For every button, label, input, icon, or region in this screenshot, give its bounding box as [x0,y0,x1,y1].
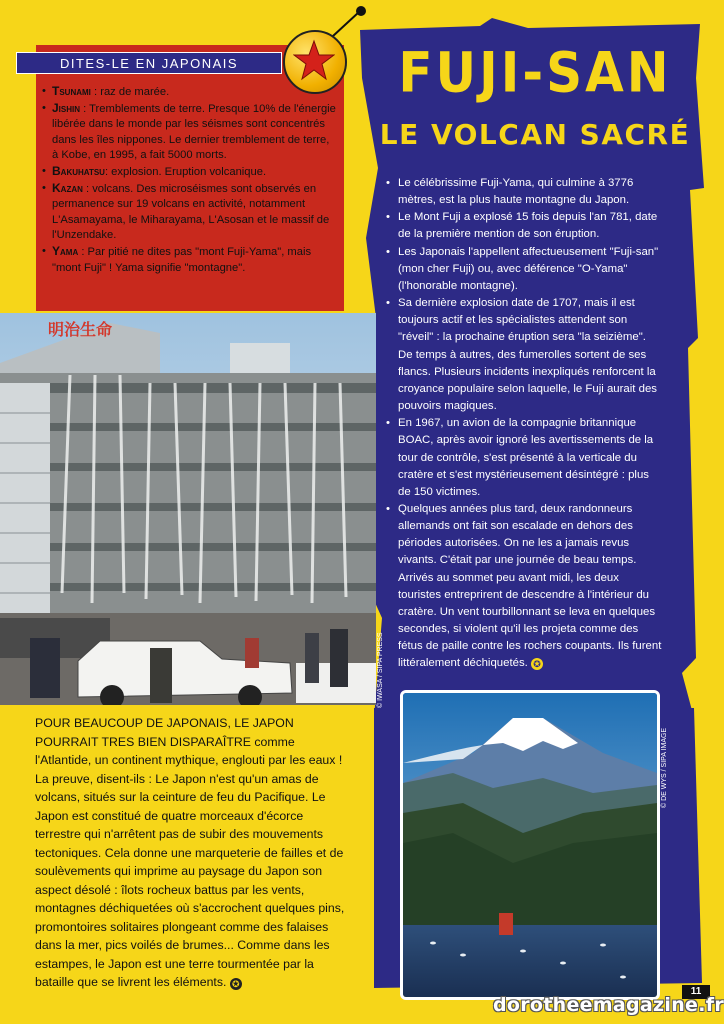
earthquake-photo [0,313,376,705]
photo-credit-text: © DE WYS / SIPA IMAGE [661,727,668,808]
lexicon-item [42,84,338,101]
lexicon-term: Jishin [52,100,81,115]
lexicon-term: Bakuhatsu [52,163,105,178]
star-circle-icon: ✪ [230,978,242,990]
photo-credit [660,700,672,810]
lexicon-definition: : raz de marée. [90,86,170,98]
photo-credit [376,600,388,710]
article-body: comme l'Atlantide, un continent mythique, englouti par les eaux ! La preuve, disent-ils : Le Japon n'est qu'un amas de volcans, situés sur la ceinture de feu du Pacifique. Le Japon est constitué de quatre morceaux d'écorce terrestre qui n'arrêtent pas de subir des mouvements tectoniques. Cela donne une marqueterie de failles et de soulèvements qui imprime au paysage du Japon son aspect désolé : îlots rocheux battus par les vents, montagnes déchiquetées où s'accrochent quelques pins, promontoires solitaires plongeant comme des falaises dans la mer, pics voilés de brumes... Comme dans les estampes, le Japon est une terre tourmentée par la bataille que se livrent les éléments. [35,734,345,989]
mount-fuji-photo [400,690,660,1000]
page-number: 11 [682,985,710,999]
page-title: FUJI-SAN [398,41,672,105]
building-sign: 明治生命 [48,320,113,339]
star-circle-icon: ✪ [531,658,543,670]
lexicon-item [42,164,338,181]
article-text [35,714,347,992]
lexicon-term: Kazan [52,180,83,195]
fact-item: • Les Japonais l'appellent affectueusement "Fuji-san" (mon cher Fuji) ou, avec déférence "O-Yama" (l'honorable montagne). [386,244,662,295]
lexicon-definition: : explosion. Eruption volcanique. [104,165,267,178]
lexicon-definition: : Par pitié ne dites pas "mont Fuji-Yama", mais "mont Fuji" ! Yama signifie "montagne". [52,245,312,274]
page-subtitle: LE VOLCAN SACRÉ [379,118,691,151]
watermark: dorotheemagazine.fr [492,994,724,1016]
lexicon-term: Tsunami [52,84,91,98]
lexicon-term: Yama [52,243,79,258]
fact-item [386,501,662,673]
photo-credit-text: © IWASA / SIPA PRESS [377,632,384,708]
lexicon-definition: : volcans. Des microséismes sont observés en permanence sur 19 volcans en activité, notamment L'Asamayama, le Miharayama, L'Asosan et le massif de l'Unzendake. [52,182,330,242]
lexicon-definition: : Tremblements de terre. Presque 10% de l'énergie libérée dans le monde par les séismes sont concentrés dans les îles nippones. Le dernier tremblement de terre, à Kobe, en 1995, a fait 5000 morts. [52,102,336,162]
fuji-facts-list [386,175,662,673]
fact-item: • Sa dernière explosion date de 1707, mais il est toujours actif et les spécialistes attendent son "réveil" : la prochaine éruption sera "la seizième". De temps à autres, des fumerolles sortent de ses flancs. Plusieurs incidents inexpliqués renforcent la croyance populaire selon laquelle, le Fuji aurait des pouvoirs magiques. [386,295,662,415]
lexicon-item [42,181,338,244]
article-lead: POUR BEAUCOUP DE JAPONAIS, LE JAPON POURRAIT TRES BIEN DISPARAÎTRE [35,716,294,749]
lexicon-item [42,244,338,276]
pin-line [331,6,367,42]
fact-item: • Le célébrissime Fuji-Yama, qui culmine à 3776 mètres, est la plus haute montagne du Japon. [386,175,662,209]
lexicon-item [42,101,338,164]
fact-item: • En 1967, un avion de la compagnie britannique BOAC, après avoir ignoré les avertissements de la tour de contrôle, s'est présenté à la verticale du cratère et s'est mystérieusement désintégré : plus de 150 victimes. [386,415,662,501]
japanese-words-list [42,84,338,276]
fact-item: • Le Mont Fuji a explosé 15 fois depuis l'an 781, date de la première mention de son éruption. [386,209,662,243]
japanese-words-tab: DITES-LE EN JAPONAIS [16,52,282,74]
fact-text: Quelques années plus tard, deux randonneurs allemands ont fait son escalade en dehors des périodes autorisées. On ne les a jamais revus vivants. C'était par une journée de beau temps. Arrivés au sommet peu avant midi, les deux touristes entreprirent de descendre à l'intérieur du cratère. Un vent tourbillonnant se leva en quelques secondes, si violent qu'il les projeta comme des fétus de paille contre les rochers coupants. Ils furent littéralement déchiquetés. [398,502,662,670]
